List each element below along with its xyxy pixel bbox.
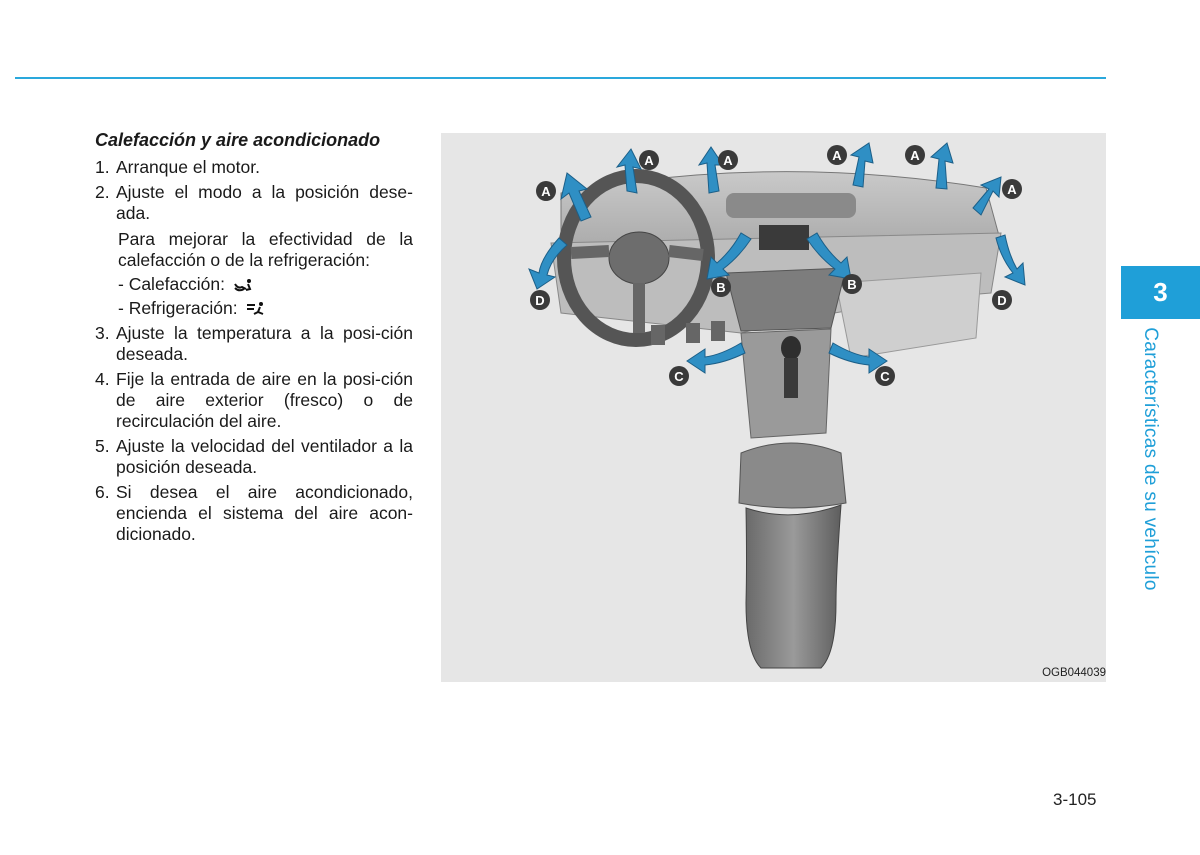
center-tunnel bbox=[739, 443, 846, 508]
rear-console bbox=[746, 505, 841, 668]
vent-label-a bbox=[536, 181, 556, 201]
vent-label-a bbox=[718, 150, 738, 170]
step-2: 2. Ajuste el modo a la posición dese-ada. Para mejorar la efectividad de la calefacción o de la refrigeración: - Calefacción: - Refrigeración: bbox=[95, 182, 413, 318]
section-title: Calefacción y aire acondicionado bbox=[95, 130, 381, 150]
svg-text:C: C bbox=[880, 369, 890, 384]
dashboard-vent-illustration bbox=[441, 133, 1106, 682]
svg-text:D: D bbox=[535, 293, 545, 308]
note-text: Para mejorar la efectividad de la calefacción o de la refrigeración: bbox=[118, 229, 413, 270]
svg-text:A: A bbox=[832, 148, 842, 163]
airflow-arrow bbox=[687, 343, 745, 373]
svg-text:B: B bbox=[716, 280, 726, 295]
svg-text:A: A bbox=[723, 153, 733, 168]
svg-text:A: A bbox=[644, 153, 654, 168]
svg-text:A: A bbox=[910, 148, 920, 163]
pedal bbox=[651, 325, 665, 345]
page-number: 3-105 bbox=[1053, 790, 1097, 809]
step-5: 5. Ajuste la velocidad del ventilador a la posición deseada. bbox=[95, 436, 413, 477]
pedal bbox=[686, 323, 700, 343]
step-3: 3. Ajuste la temperatura a la posi-ción deseada. bbox=[95, 323, 413, 364]
vent-label-b bbox=[711, 277, 731, 297]
steps-list bbox=[95, 157, 413, 545]
svg-text:D: D bbox=[997, 293, 1007, 308]
chapter-tab: 3 bbox=[1121, 266, 1200, 319]
step-6: 6. Si desea el aire acondicionado, encienda el sistema del aire acon-dicionado. bbox=[95, 482, 413, 544]
cooling-mode-line: - Refrigeración: bbox=[118, 298, 413, 319]
svg-text:B: B bbox=[847, 277, 857, 292]
step-4: 4. Fije la entrada de aire en la posi-ción de aire exterior (fresco) o de recirculación del aire. bbox=[95, 369, 413, 431]
header-rule bbox=[15, 77, 1106, 79]
vent-label-a bbox=[827, 145, 847, 165]
heating-mode-line: - Calefacción: bbox=[118, 274, 413, 295]
vent-label-c bbox=[875, 366, 895, 386]
face-vent-mode-icon bbox=[246, 301, 266, 317]
airflow-arrow bbox=[996, 235, 1025, 285]
svg-text:C: C bbox=[674, 369, 684, 384]
floor-vent-mode-icon bbox=[233, 277, 253, 293]
svg-text:A: A bbox=[541, 184, 551, 199]
figure-code: OGB044039 bbox=[1042, 667, 1106, 679]
step-1: 1. Arranque el motor. bbox=[95, 157, 260, 177]
chapter-title: Características de su vehículo bbox=[1140, 327, 1161, 591]
vent-label-a bbox=[905, 145, 925, 165]
pedal bbox=[711, 321, 725, 341]
vent-label-a bbox=[1002, 179, 1022, 199]
svg-text:A: A bbox=[1007, 182, 1017, 197]
vent-label-c bbox=[669, 366, 689, 386]
vent-label-a bbox=[639, 150, 659, 170]
instructions-column bbox=[95, 130, 413, 549]
vent-label-d bbox=[530, 290, 550, 310]
dashboard-drawing bbox=[441, 133, 1106, 682]
step-2-note bbox=[118, 229, 413, 319]
vent-label-d bbox=[992, 290, 1012, 310]
vent-label-b bbox=[842, 274, 862, 294]
